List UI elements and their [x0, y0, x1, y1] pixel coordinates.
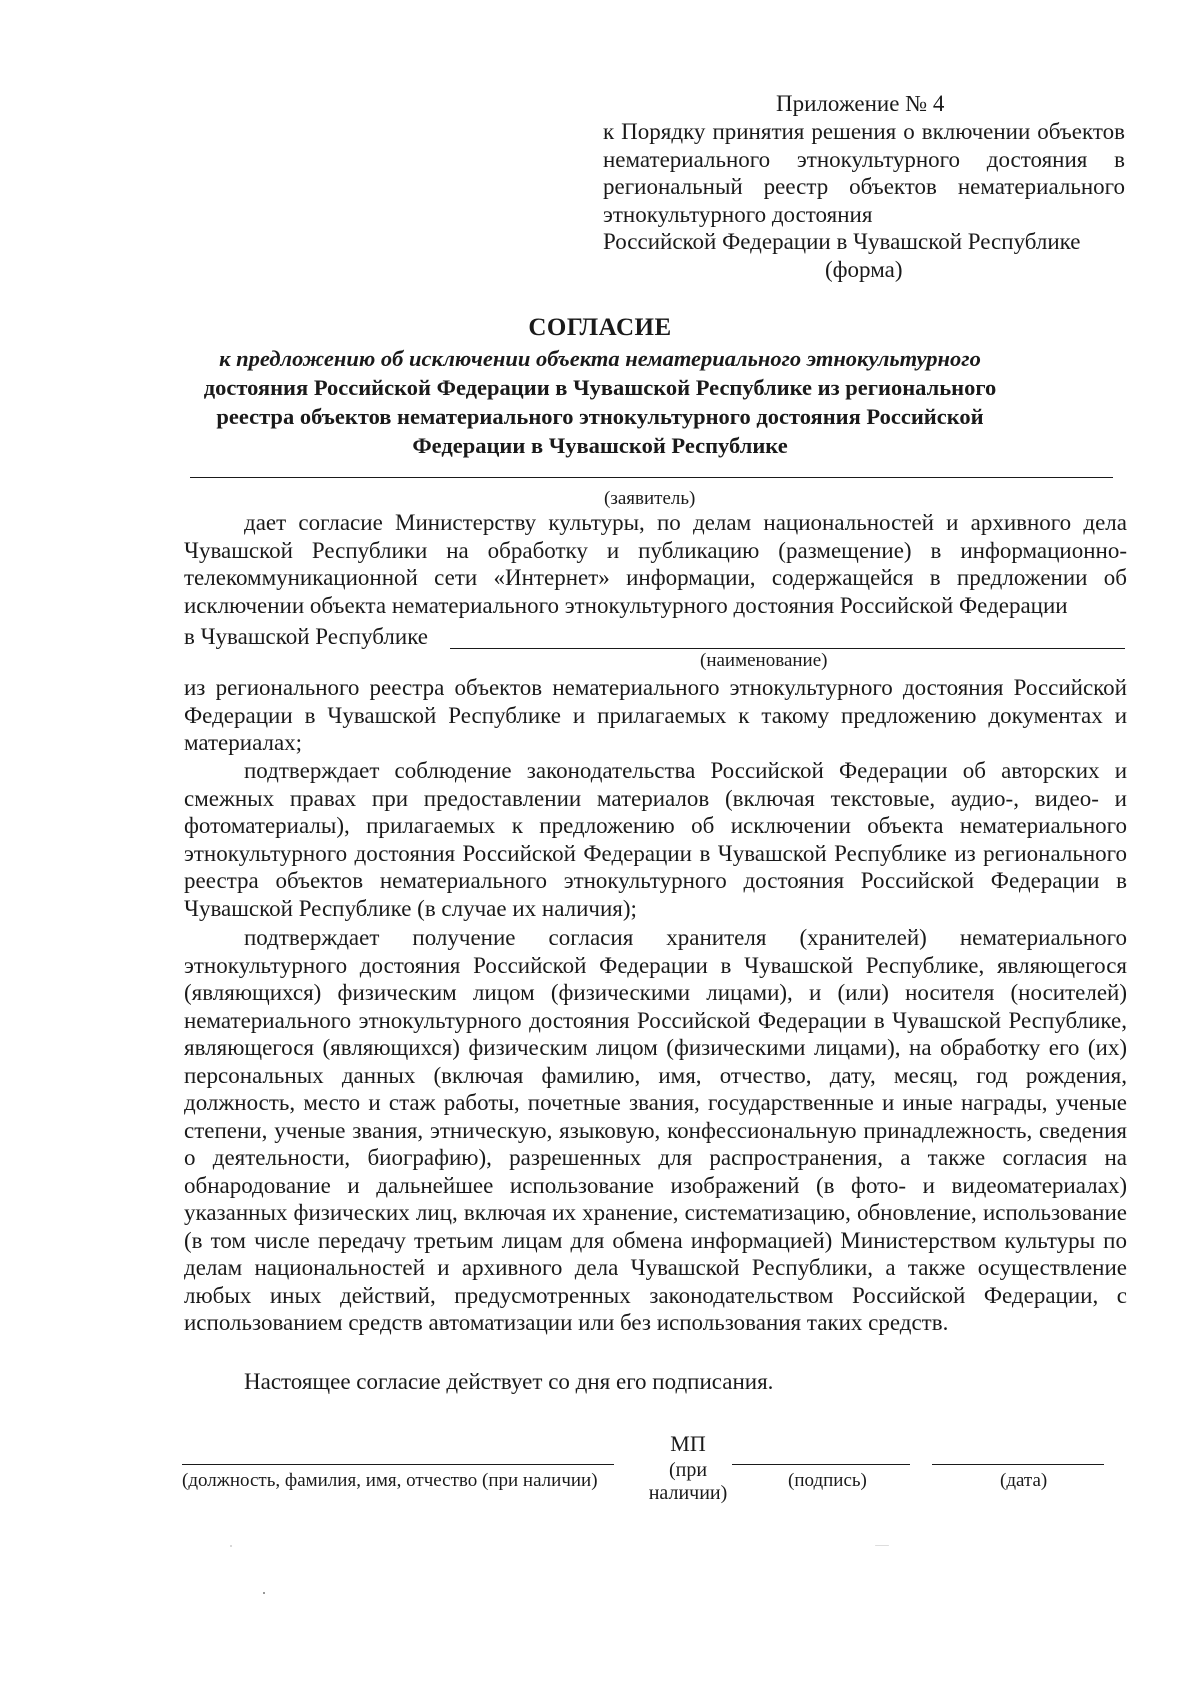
paragraph-copyright-text: подтверждает соблюдение законодательства Российской Федерации об авторских и смежных правах при предоставлении материалов (включая текстовые, аудио-, видео- и фотоматериалы), прилагаемых к предложению об исключении объекта нематериального этнокультурного достояния Российской Федерации в Чувашской Республике из регионального реестра объектов нематериального этнокультурного достояния Российской Федерации в Чувашской Республике (в случае их наличия); — [184, 758, 1127, 921]
position-name-caption: (должность, фамилия, имя, отчество (при наличии) — [182, 1470, 598, 1491]
date-line[interactable] — [932, 1464, 1104, 1465]
paragraph-copyright — [184, 757, 1127, 922]
applicant-caption: (заявитель) — [604, 488, 696, 509]
scan-speck — [263, 1592, 265, 1594]
paragraph-personal-data-text: подтверждает получение согласия хранителя (хранителей) нематериального этнокультурного достояния Российской Федерации в Чувашской Республике, являющегося (являющихся) физическим лицом (физическими лицами), и (или) носителя (носителей) нематериального этнокультурного достояния Российской Федерации в Чувашской Республике, являющегося (являющихся) физическим лицом (физическими лицами), на обработку его (их) персональных данных (включая фамилию, имя, отчество, дату, месяц, год рождения, должность, место и стаж работы, почетные звания, государственные и иные награды, ученые степени, ученые звания, этническую, языковую, конфессиональную принадлежность, сведения о деятельности, биографию), разрешенных для распространения, а также согласия на обнародование и дальнейшее использование изображений (в фото- и видеоматериалах) указанных физических лиц, включая их хранение, систематизацию, обновление, использование (в том числе передачу третьим лицам для обмена информацией) Министерством культуры по делам национальностей и архивного дела Чувашской Республики, а также осуществление любых иных действий, предусмотренных законодательством Российской Федерации, с использованием средств автоматизации или без использования таких средств. — [184, 925, 1127, 1335]
paragraph-consent — [184, 509, 1127, 619]
subtitle-line-4: Федерации в Чувашской Республике — [412, 433, 788, 458]
subtitle-line-2: достояния Российской Федерации в Чувашской Республике из регионального — [203, 375, 997, 400]
scan-speck — [875, 1545, 889, 1546]
object-name-line[interactable] — [450, 648, 1125, 649]
date-caption: (дата) — [1000, 1470, 1048, 1491]
paragraph-personal-data — [184, 924, 1127, 1337]
scan-speck — [230, 1545, 232, 1547]
object-name-caption: (наименование) — [700, 650, 828, 671]
subtitle-line-1: к предложению об исключении объекта нематериального этнокультурного — [219, 346, 981, 371]
validity-statement: Настоящее согласие действует со дня его подписания. — [244, 1369, 774, 1394]
appendix-text-last: Российской Федерации в Чувашской Республике — [603, 229, 1081, 254]
document-subtitle — [200, 344, 1000, 460]
stamp-note-line-1: (при — [668, 1459, 708, 1481]
paragraph-consent-tail: в Чувашской Республике — [184, 624, 429, 649]
signature-line[interactable] — [732, 1464, 910, 1465]
document-title: СОГЛАСИЕ — [528, 314, 672, 341]
applicant-line[interactable] — [190, 477, 1113, 478]
stamp-note-line-2: наличии) — [648, 1482, 728, 1504]
form-label: (форма) — [825, 257, 903, 282]
appendix-text — [603, 118, 1125, 256]
subtitle-line-3: реестра объектов нематериального этнокультурного достояния Российской — [216, 404, 984, 429]
appendix-text-main: к Порядку принятия решения о включении объектов нематериального этнокультурного достояния в региональный реестр объектов нематериального этнокультурного достояния — [603, 119, 1125, 227]
stamp-label: МП — [670, 1431, 706, 1456]
position-name-line[interactable] — [182, 1464, 614, 1465]
appendix-number: Приложение № 4 — [776, 91, 945, 116]
paragraph-consent-text: дает согласие Министерству культуры, по делам национальностей и архивного дела Чувашской Республики на обработку и публикацию (размещение) в информационно-телекоммуникационной сети «Интернет» информации, содержащейся в предложении об исключении объекта нематериального этнокультурного достояния Российской Федерации — [184, 510, 1127, 618]
signature-caption: (подпись) — [788, 1470, 867, 1491]
stamp-placeholder — [648, 1432, 728, 1505]
paragraph-registry: из регионального реестра объектов нематериального этнокультурного достояния Российской Федерации в Чувашской Республике и прилагаемых к такому предложению документах и материалах; — [184, 675, 1127, 755]
